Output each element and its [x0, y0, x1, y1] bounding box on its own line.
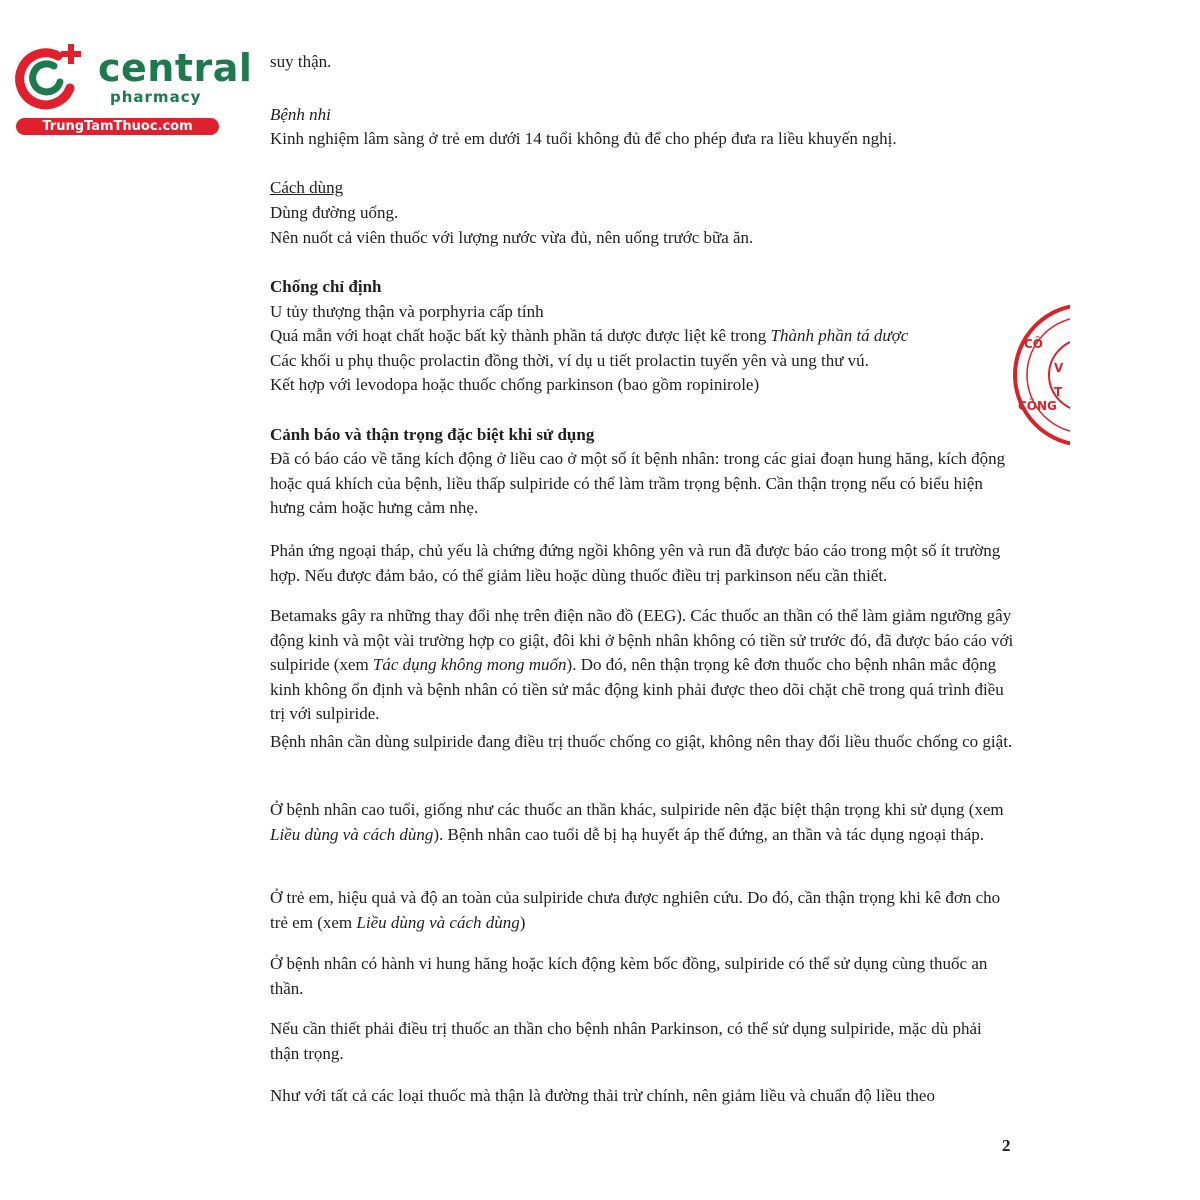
contraindication-line: U tủy thượng thận và porphyria cấp tính	[270, 302, 544, 321]
text-run: )	[519, 912, 526, 932]
contraindication-line	[270, 324, 1015, 349]
logo-subtitle: pharmacy	[110, 88, 202, 106]
pediatric-heading: Bệnh nhi	[270, 105, 331, 124]
warning-paragraph	[270, 604, 1015, 727]
red-seal-stamp	[1010, 300, 1070, 450]
warning-paragraph: Nếu cần thiết phải điều trị thuốc an thần cho bệnh nhân Parkinson, có thể sử dụng sulpiride, mặc dù phải thận trọng.	[270, 1019, 982, 1063]
pediatric-text: Kinh nghiệm lâm sàng ở trẻ em dưới 14 tuổi không đủ để cho phép đưa ra liều khuyến nghị.	[270, 129, 897, 148]
svg-text:CÔ: CÔ	[1024, 337, 1044, 351]
contraindication-line: Kết hợp với levodopa hoặc thuốc chống parkinson (bao gồm ropinirole)	[270, 375, 760, 394]
contraindication-heading: Chống chỉ định	[270, 277, 382, 296]
reference-link: Thành phần tá dược	[770, 326, 909, 345]
text-run: Ở trẻ em, hiệu quả và độ an toàn của sulpiride chưa được nghiên cứu. Do đó, cần thận trọng khi kê đơn cho trẻ em (xem	[270, 888, 1001, 932]
reference-link: Tác dụng không mong muốn	[372, 655, 567, 674]
warning-paragraph	[270, 886, 1015, 935]
usage-heading: Cách dùng	[270, 178, 344, 197]
text-run: ). Bệnh nhân cao tuổi dễ bị hạ huyết áp thế đứng, an thần và tác dụng ngoại tháp.	[433, 824, 985, 844]
brand-logo	[10, 36, 253, 136]
reference-link: Liều dùng và cách dùng	[356, 912, 520, 932]
seal-icon	[1010, 300, 1070, 450]
text-run: ). Do đó, nên thận trọng kê đơn thuốc cho bệnh nhân mắc động kinh không ổn định và bệnh nhân có tiền sử mắc động kinh phải được theo dõi chặt chẽ trong quá trình điều trị với sulpiride.	[270, 655, 1004, 723]
text-run: Ở bệnh nhân cao tuổi, giống như các thuốc an thần khác, sulpiride nên đặc biệt thận trọng khi sử dụng (xem	[270, 800, 1004, 819]
logo-website: TrungTamThuoc.com	[16, 118, 219, 135]
text-line: suy thận.	[270, 52, 332, 71]
reference-link: Liều dùng và cách dùng	[270, 824, 434, 844]
svg-text:T: T	[1054, 385, 1063, 399]
warning-paragraph: Phản ứng ngoại tháp, chủ yếu là chứng đứng ngồi không yên và run đã được báo cáo trong một số ít trường hợp. Nếu được đảm bảo, có thể giảm liều hoặc dùng thuốc điều trị parkinson nếu cần thiết.	[270, 541, 1001, 585]
logo-name: central	[98, 46, 253, 90]
text-run: Quá mẫn với hoạt chất hoặc bất kỳ thành phần tá dược được liệt kê trong	[270, 326, 771, 345]
text-run: Betamaks gây ra những thay đổi nhẹ trên điện não đồ (EEG). Các thuốc an thần có thể làm giảm ngưỡng gây động kinh và một vài trường hợp co giật, đôi khi ở bệnh nhân không có tiền sử trước đó, đã được báo cáo với sulpiride (xem	[270, 606, 1014, 674]
svg-text:CÔNG: CÔNG	[1018, 399, 1057, 413]
usage-line: Nên nuốt cả viên thuốc với lượng nước vừa đủ, nên uống trước bữa ăn.	[270, 228, 754, 247]
usage-line: Dùng đường uống.	[270, 203, 399, 222]
warning-paragraph	[270, 798, 1015, 847]
pharmacy-cross-logo-icon	[10, 36, 90, 116]
warning-paragraph: Đã có báo cáo về tăng kích động ở liều cao ở một số ít bệnh nhân: trong các giai đoạn hung hăng, kích động hoặc quá khích của bệnh, liều thấp sulpiride có thể làm trầm trọng bệnh. Cần thận trọng nếu có biểu hiện hưng cảm hoặc hưng cảm nhẹ.	[270, 449, 1006, 517]
contraindication-line: Các khối u phụ thuộc prolactin đồng thời, ví dụ u tiết prolactin tuyến yên và ung thư vú.	[270, 351, 869, 370]
warning-paragraph: Ở bệnh nhân có hành vi hung hăng hoặc kích động kèm bốc đồng, sulpiride có thể sử dụng cùng thuốc an thần.	[270, 954, 988, 998]
warning-paragraph: Như với tất cả các loại thuốc mà thận là đường thải trừ chính, nên giảm liều và chuẩn độ liều theo	[270, 1086, 935, 1105]
warning-paragraph: Bệnh nhân cần dùng sulpiride đang điều trị thuốc chống co giật, không nên thay đổi liều thuốc chống co giật.	[270, 732, 1013, 751]
svg-text:V: V	[1054, 361, 1064, 375]
warning-heading: Cảnh báo và thận trọng đặc biệt khi sử dụng	[270, 425, 595, 444]
page-number: 2	[1002, 1136, 1011, 1155]
